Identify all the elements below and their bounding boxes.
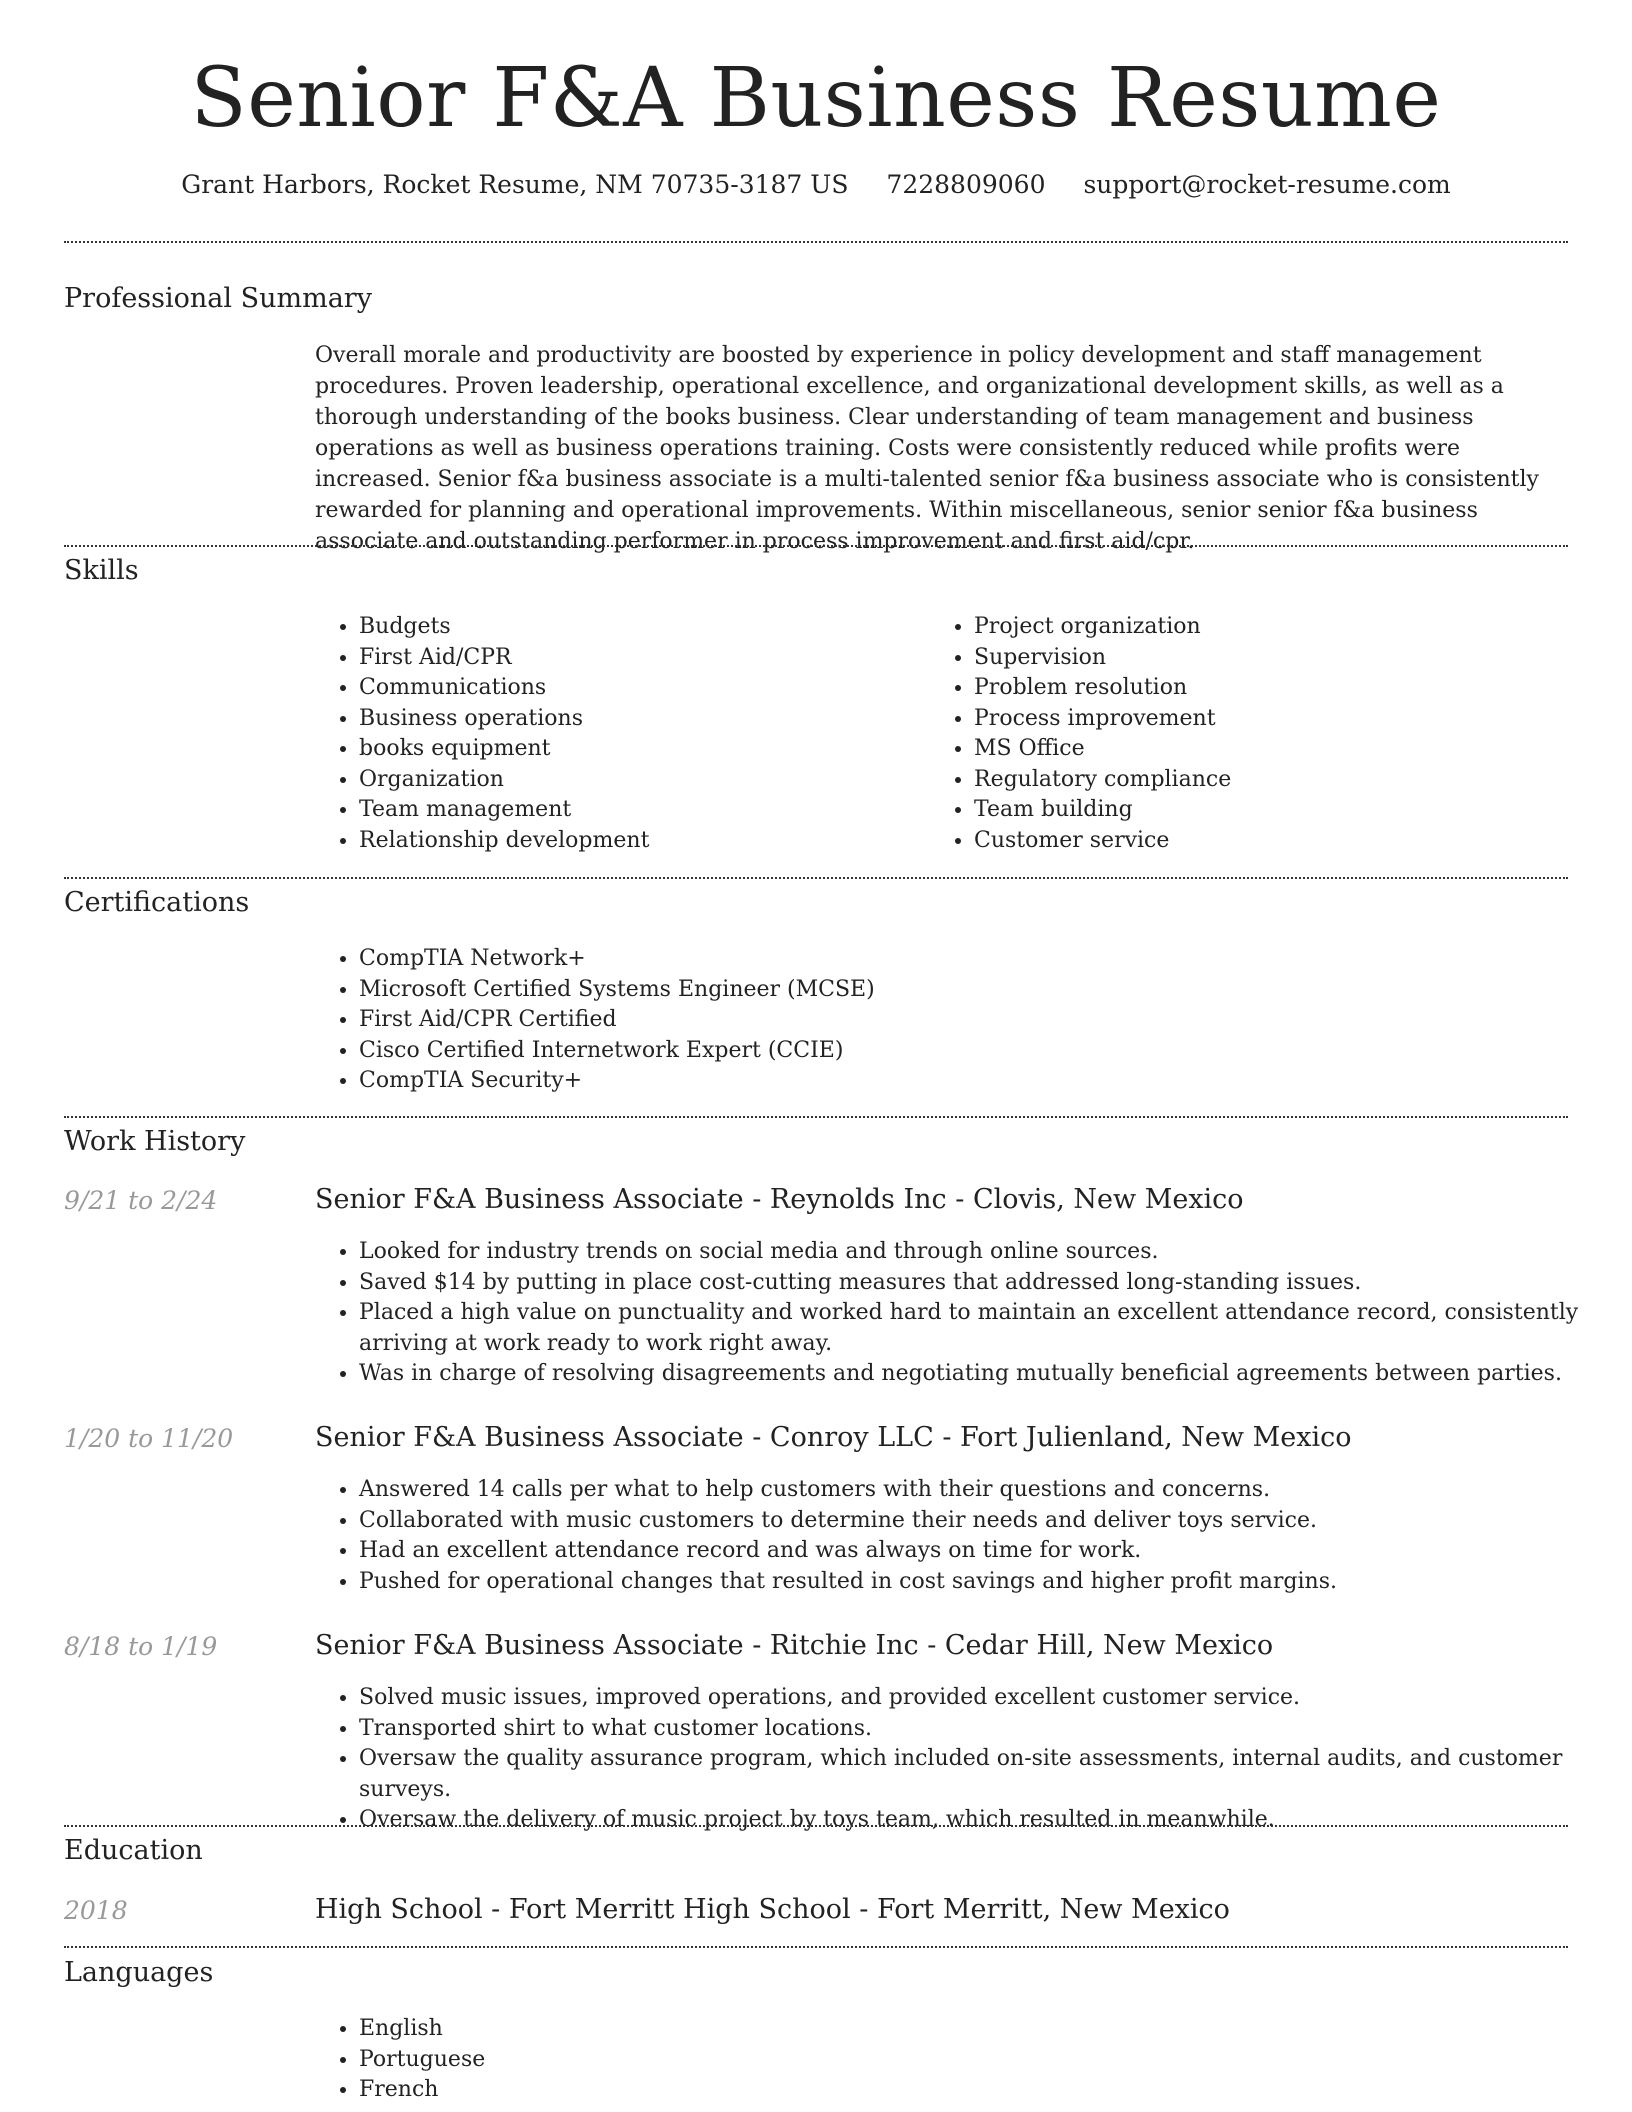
contact-email: support@rocket-resume.com (1083, 170, 1451, 199)
list-item: • Problem resolution (974, 673, 1574, 704)
list-item: • French (359, 2075, 959, 2106)
work-history-heading: Work History (64, 1126, 246, 1157)
list-item: • Solved music issues, improved operations, and provided excellent customer service. (359, 1683, 1609, 1714)
job-dates: 9/21 to 2/24 (64, 1186, 218, 1215)
contact-line (0, 170, 1632, 199)
list-item: • Transported shirt to what customer locations. (359, 1714, 1609, 1745)
list-item: • Pushed for operational changes that resulted in cost savings and higher profit margins. (359, 1567, 1609, 1598)
divider (64, 877, 1568, 879)
list-item: • Regulatory compliance (974, 765, 1574, 796)
list-item: • Organization (359, 765, 919, 796)
languages-heading: Languages (64, 1957, 214, 1988)
divider (64, 1946, 1568, 1948)
list-item: • First Aid/CPR (359, 643, 919, 674)
list-item: • Collaborated with music customers to determine their needs and deliver toys service. (359, 1506, 1609, 1537)
divider (64, 241, 1568, 243)
languages-list (315, 2014, 959, 2106)
list-item: • Answered 14 calls per what to help customers with their questions and concerns. (359, 1475, 1609, 1506)
job-title: Senior F&A Business Associate - Conroy LLC - Fort Julienland, New Mexico (315, 1422, 1352, 1453)
list-item: • Placed a high value on punctuality and worked hard to maintain an excellent attendance record, consistently arriving at work ready to work right away. (359, 1298, 1609, 1359)
list-item: • Oversaw the delivery of music project by toys team, which resulted in meanwhile. (359, 1805, 1609, 1836)
list-item: • Project organization (974, 612, 1574, 643)
job-title: Senior F&A Business Associate - Reynolds Inc - Clovis, New Mexico (315, 1184, 1244, 1215)
summary-heading: Professional Summary (64, 283, 372, 314)
list-item: • Portuguese (359, 2045, 959, 2076)
job-bullets (315, 1237, 1609, 1390)
list-item: • Budgets (359, 612, 919, 643)
list-item: • CompTIA Network+ (359, 944, 1559, 975)
list-item: • Relationship development (359, 826, 919, 857)
list-item: • Process improvement (974, 704, 1574, 735)
job-bullets (315, 1475, 1609, 1597)
list-item: • Microsoft Certified Systems Engineer (MCSE) (359, 975, 1559, 1006)
summary-text: Overall morale and productivity are boosted by experience in policy development and staff management procedures. Proven leadership, operational excellence, and organizational development skills, as well as a thorough understanding of the books business. Clear understanding of team management and business operations as well as business operations training. Costs were consistently reduced while profits were increased. Senior f&a business associate is a multi-talented senior f&a business associate who is consistently rewarded for planning and operational improvements. Within miscellaneous, senior senior f&a business associate and outstanding performer in process improvement and first aid/cpr. (315, 343, 1539, 554)
list-item: • books equipment (359, 734, 919, 765)
resume-title: Senior F&A Business Resume (190, 51, 1442, 146)
list-item: • Oversaw the quality assurance program, which included on-site assessments, internal audits, and customer surveys. (359, 1744, 1609, 1805)
job-dates: 8/18 to 1/19 (64, 1632, 218, 1661)
divider (64, 1116, 1568, 1118)
list-item: • Customer service (974, 826, 1574, 857)
list-item: • First Aid/CPR Certified (359, 1005, 1559, 1036)
skills-list-right (930, 612, 1574, 856)
job-title: Senior F&A Business Associate - Ritchie Inc - Cedar Hill, New Mexico (315, 1630, 1274, 1661)
contact-address: Grant Harbors, Rocket Resume, NM 70735-3187 US (181, 170, 849, 199)
skills-heading: Skills (64, 555, 139, 586)
certifications-list (315, 944, 1559, 1097)
list-item: • English (359, 2014, 959, 2045)
list-item: • Communications (359, 673, 919, 704)
list-item: • Saved $14 by putting in place cost-cutting measures that addressed long-standing issues. (359, 1268, 1609, 1299)
contact-phone: 7228809060 (886, 170, 1046, 199)
education-entry: High School - Fort Merritt High School - Fort Merritt, New Mexico (315, 1894, 1230, 1925)
education-year: 2018 (64, 1896, 128, 1925)
skills-list-left (315, 612, 919, 856)
list-item: • Business operations (359, 704, 919, 735)
job-dates: 1/20 to 11/20 (64, 1424, 234, 1453)
list-item: • Had an excellent attendance record and was always on time for work. (359, 1536, 1609, 1567)
list-item: • MS Office (974, 734, 1574, 765)
divider (64, 545, 1568, 547)
education-heading: Education (64, 1835, 203, 1866)
list-item: • Was in charge of resolving disagreements and negotiating mutually beneficial agreements between parties. (359, 1359, 1609, 1390)
list-item: • Cisco Certified Internetwork Expert (CCIE) (359, 1036, 1559, 1067)
job-bullets (315, 1683, 1609, 1836)
divider (64, 1825, 1568, 1827)
certifications-heading: Certifications (64, 887, 250, 918)
list-item: • Team management (359, 795, 919, 826)
list-item: • Supervision (974, 643, 1574, 674)
list-item: • Looked for industry trends on social media and through online sources. (359, 1237, 1609, 1268)
list-item: • Team building (974, 795, 1574, 826)
list-item: • CompTIA Security+ (359, 1066, 1559, 1097)
